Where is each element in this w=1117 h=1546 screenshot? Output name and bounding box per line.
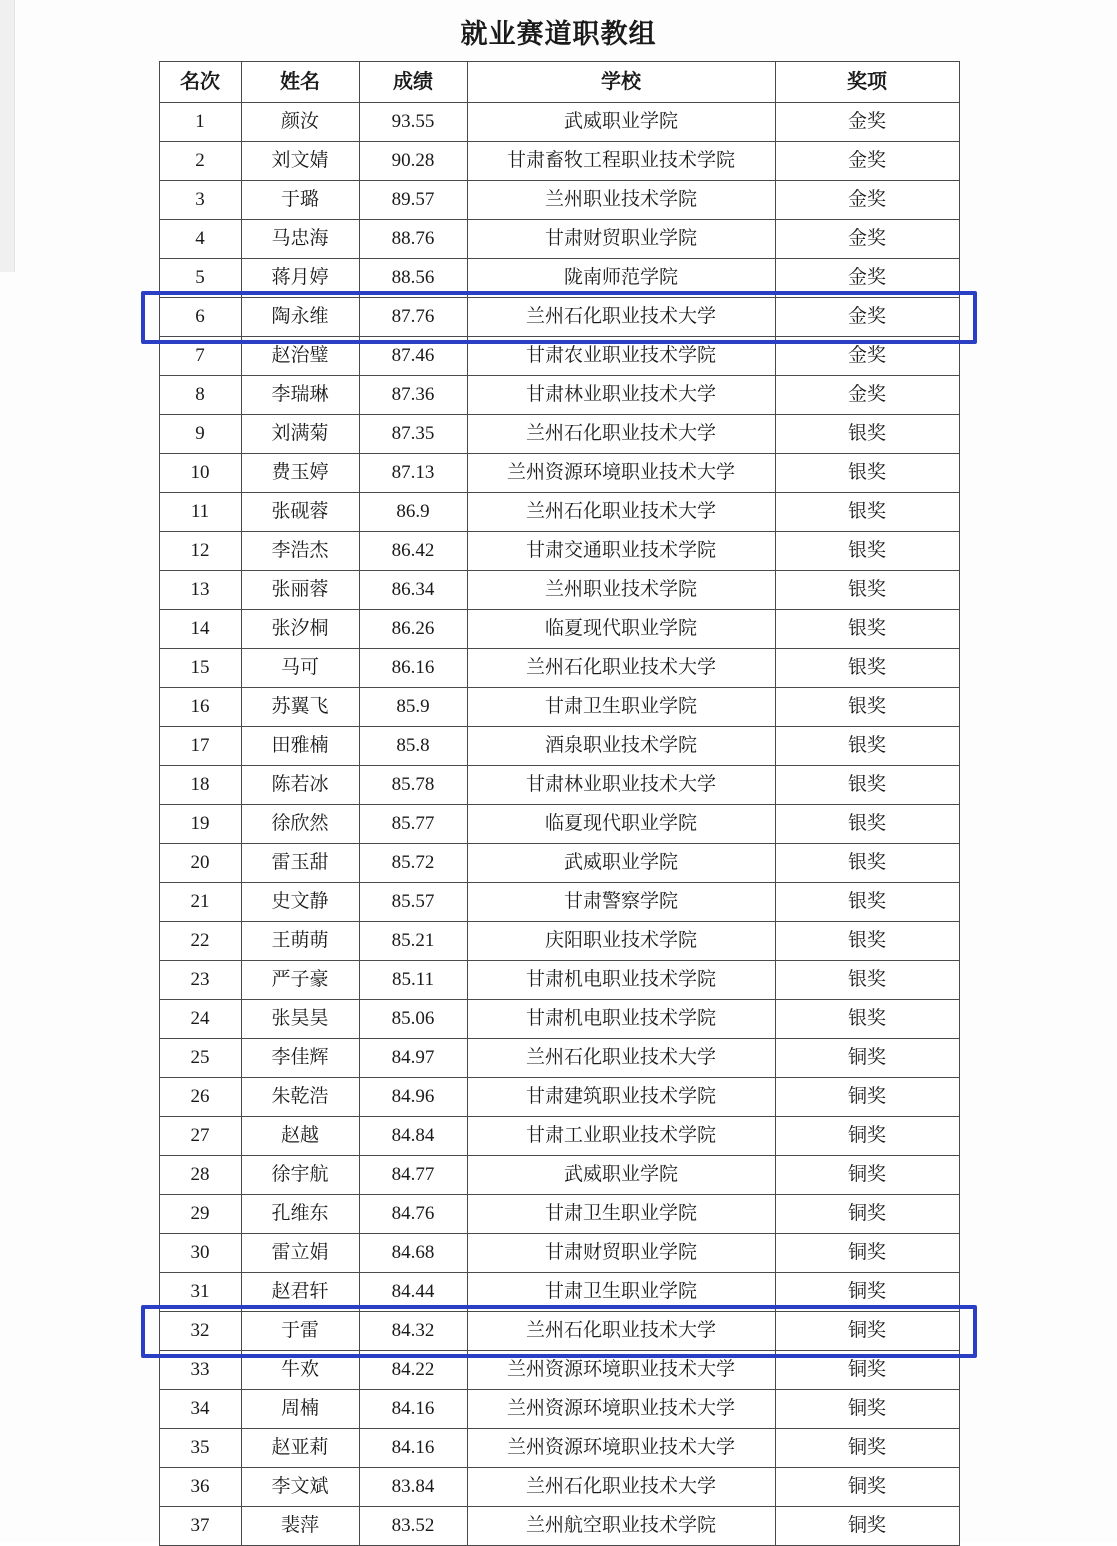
cell-award: 铜奖 — [775, 1507, 959, 1546]
cell-score: 84.76 — [359, 1195, 467, 1234]
cell-award: 金奖 — [775, 181, 959, 220]
cell-score: 84.22 — [359, 1351, 467, 1390]
cell-score: 84.97 — [359, 1039, 467, 1078]
table-row — [159, 454, 959, 493]
cell-score: 85.57 — [359, 883, 467, 922]
table-row — [159, 844, 959, 883]
cell-rank: 23 — [159, 961, 241, 1000]
table-row — [159, 571, 959, 610]
cell-rank: 5 — [159, 259, 241, 298]
cell-school: 兰州航空职业技术学院 — [467, 1507, 775, 1546]
ranking-table — [159, 61, 960, 1546]
cell-name: 刘满菊 — [241, 415, 359, 454]
cell-rank: 9 — [159, 415, 241, 454]
cell-rank: 30 — [159, 1234, 241, 1273]
cell-school: 陇南师范学院 — [467, 259, 775, 298]
cell-score: 84.44 — [359, 1273, 467, 1312]
table-row — [159, 727, 959, 766]
cell-rank: 28 — [159, 1156, 241, 1195]
cell-rank: 7 — [159, 337, 241, 376]
cell-rank: 33 — [159, 1351, 241, 1390]
cell-score: 86.9 — [359, 493, 467, 532]
cell-score: 86.26 — [359, 610, 467, 649]
table-row — [159, 259, 959, 298]
cell-school: 兰州石化职业技术大学 — [467, 1312, 775, 1351]
cell-name: 陶永维 — [241, 298, 359, 337]
cell-school: 甘肃财贸职业学院 — [467, 220, 775, 259]
table-row — [159, 181, 959, 220]
cell-name: 张汐桐 — [241, 610, 359, 649]
cell-score: 84.77 — [359, 1156, 467, 1195]
cell-rank: 21 — [159, 883, 241, 922]
cell-score: 88.76 — [359, 220, 467, 259]
cell-award: 银奖 — [775, 688, 959, 727]
cell-rank: 20 — [159, 844, 241, 883]
cell-school: 甘肃林业职业技术大学 — [467, 376, 775, 415]
cell-score: 85.11 — [359, 961, 467, 1000]
cell-school: 甘肃农业职业技术学院 — [467, 337, 775, 376]
table-row — [159, 1390, 959, 1429]
cell-rank: 12 — [159, 532, 241, 571]
cell-award: 金奖 — [775, 142, 959, 181]
cell-score: 86.42 — [359, 532, 467, 571]
cell-school: 兰州石化职业技术大学 — [467, 493, 775, 532]
cell-name: 张丽蓉 — [241, 571, 359, 610]
page-title: 就业赛道职教组 — [460, 19, 657, 49]
cell-score: 87.13 — [359, 454, 467, 493]
table-row — [159, 415, 959, 454]
table-row — [159, 1507, 959, 1546]
cell-school: 酒泉职业技术学院 — [467, 727, 775, 766]
cell-rank: 6 — [159, 298, 241, 337]
cell-name: 于雷 — [241, 1312, 359, 1351]
cell-school: 兰州石化职业技术大学 — [467, 1468, 775, 1507]
cell-award: 金奖 — [775, 337, 959, 376]
cell-rank: 27 — [159, 1117, 241, 1156]
table-row — [159, 1156, 959, 1195]
cell-award: 银奖 — [775, 844, 959, 883]
cell-rank: 15 — [159, 649, 241, 688]
cell-school: 兰州石化职业技术大学 — [467, 649, 775, 688]
cell-name: 严子豪 — [241, 961, 359, 1000]
cell-award: 银奖 — [775, 532, 959, 571]
cell-award: 金奖 — [775, 298, 959, 337]
cell-score: 93.55 — [359, 103, 467, 142]
cell-award: 金奖 — [775, 220, 959, 259]
cell-award: 铜奖 — [775, 1351, 959, 1390]
cell-name: 孔维东 — [241, 1195, 359, 1234]
cell-award: 银奖 — [775, 922, 959, 961]
cell-rank: 3 — [159, 181, 241, 220]
cell-school: 临夏现代职业学院 — [467, 805, 775, 844]
cell-rank: 14 — [159, 610, 241, 649]
cell-award: 铜奖 — [775, 1390, 959, 1429]
table-row — [159, 1000, 959, 1039]
table-row — [159, 220, 959, 259]
column-header-award: 奖项 — [775, 62, 959, 103]
cell-award: 金奖 — [775, 103, 959, 142]
cell-score: 85.21 — [359, 922, 467, 961]
cell-score: 85.8 — [359, 727, 467, 766]
cell-school: 甘肃林业职业技术大学 — [467, 766, 775, 805]
cell-name: 马可 — [241, 649, 359, 688]
cell-rank: 36 — [159, 1468, 241, 1507]
cell-score: 87.36 — [359, 376, 467, 415]
cell-name: 李佳辉 — [241, 1039, 359, 1078]
cell-score: 85.9 — [359, 688, 467, 727]
cell-rank: 35 — [159, 1429, 241, 1468]
cell-award: 铜奖 — [775, 1078, 959, 1117]
table-row — [159, 1312, 959, 1351]
cell-score: 85.77 — [359, 805, 467, 844]
cell-award: 银奖 — [775, 1000, 959, 1039]
cell-name: 雷玉甜 — [241, 844, 359, 883]
cell-name: 赵越 — [241, 1117, 359, 1156]
cell-score: 85.78 — [359, 766, 467, 805]
cell-award: 银奖 — [775, 610, 959, 649]
cell-rank: 11 — [159, 493, 241, 532]
cell-school: 武威职业学院 — [467, 1156, 775, 1195]
cell-school: 兰州资源环境职业技术大学 — [467, 1351, 775, 1390]
table-row — [159, 1195, 959, 1234]
column-header-school: 学校 — [467, 62, 775, 103]
cell-award: 金奖 — [775, 259, 959, 298]
cell-school: 甘肃卫生职业学院 — [467, 1273, 775, 1312]
cell-score: 90.28 — [359, 142, 467, 181]
cell-score: 85.72 — [359, 844, 467, 883]
cell-school: 兰州石化职业技术大学 — [467, 1039, 775, 1078]
cell-score: 89.57 — [359, 181, 467, 220]
cell-award: 铜奖 — [775, 1117, 959, 1156]
table-row — [159, 883, 959, 922]
cell-school: 庆阳职业技术学院 — [467, 922, 775, 961]
cell-award: 银奖 — [775, 493, 959, 532]
column-header-rank: 名次 — [159, 62, 241, 103]
table-row — [159, 922, 959, 961]
cell-rank: 34 — [159, 1390, 241, 1429]
cell-award: 银奖 — [775, 649, 959, 688]
cell-rank: 22 — [159, 922, 241, 961]
cell-name: 周楠 — [241, 1390, 359, 1429]
cell-name: 牛欢 — [241, 1351, 359, 1390]
ranking-table-container — [159, 61, 959, 1546]
cell-rank: 8 — [159, 376, 241, 415]
cell-award: 银奖 — [775, 415, 959, 454]
cell-score: 84.68 — [359, 1234, 467, 1273]
cell-score: 86.16 — [359, 649, 467, 688]
table-body — [159, 103, 959, 1546]
table-row — [159, 1273, 959, 1312]
cell-score: 84.32 — [359, 1312, 467, 1351]
cell-award: 铜奖 — [775, 1156, 959, 1195]
cell-score: 84.16 — [359, 1390, 467, 1429]
cell-rank: 17 — [159, 727, 241, 766]
cell-name: 于璐 — [241, 181, 359, 220]
table-row — [159, 766, 959, 805]
cell-score: 83.84 — [359, 1468, 467, 1507]
cell-school: 武威职业学院 — [467, 103, 775, 142]
cell-rank: 2 — [159, 142, 241, 181]
cell-rank: 16 — [159, 688, 241, 727]
cell-score: 86.34 — [359, 571, 467, 610]
cell-rank: 1 — [159, 103, 241, 142]
table-row — [159, 532, 959, 571]
cell-name: 刘文婧 — [241, 142, 359, 181]
cell-school: 甘肃畜牧工程职业技术学院 — [467, 142, 775, 181]
cell-school: 甘肃财贸职业学院 — [467, 1234, 775, 1273]
cell-name: 史文静 — [241, 883, 359, 922]
cell-school: 兰州石化职业技术大学 — [467, 415, 775, 454]
cell-school: 兰州资源环境职业技术大学 — [467, 1390, 775, 1429]
table-row — [159, 1117, 959, 1156]
cell-name: 马忠海 — [241, 220, 359, 259]
cell-name: 蒋月婷 — [241, 259, 359, 298]
cell-school: 兰州资源环境职业技术大学 — [467, 1429, 775, 1468]
cell-school: 兰州石化职业技术大学 — [467, 298, 775, 337]
cell-name: 张昊昊 — [241, 1000, 359, 1039]
cell-school: 甘肃机电职业技术学院 — [467, 961, 775, 1000]
cell-name: 李文斌 — [241, 1468, 359, 1507]
table-row — [159, 610, 959, 649]
cell-school: 甘肃工业职业技术学院 — [467, 1117, 775, 1156]
cell-rank: 18 — [159, 766, 241, 805]
cell-score: 84.96 — [359, 1078, 467, 1117]
cell-school: 甘肃卫生职业学院 — [467, 688, 775, 727]
table-row — [159, 649, 959, 688]
cell-award: 金奖 — [775, 376, 959, 415]
cell-rank: 24 — [159, 1000, 241, 1039]
table-row — [159, 376, 959, 415]
cell-school: 甘肃警察学院 — [467, 883, 775, 922]
cell-name: 徐宇航 — [241, 1156, 359, 1195]
column-header-name: 姓名 — [241, 62, 359, 103]
table-row — [159, 1039, 959, 1078]
table-row — [159, 298, 959, 337]
cell-award: 铜奖 — [775, 1312, 959, 1351]
cell-rank: 32 — [159, 1312, 241, 1351]
cell-score: 87.76 — [359, 298, 467, 337]
cell-award: 铜奖 — [775, 1468, 959, 1507]
cell-school: 兰州资源环境职业技术大学 — [467, 454, 775, 493]
cell-award: 银奖 — [775, 805, 959, 844]
cell-name: 田雅楠 — [241, 727, 359, 766]
cell-name: 朱乾浩 — [241, 1078, 359, 1117]
cell-award: 银奖 — [775, 727, 959, 766]
cell-name: 裴萍 — [241, 1507, 359, 1546]
cell-rank: 29 — [159, 1195, 241, 1234]
cell-rank: 37 — [159, 1507, 241, 1546]
cell-school: 甘肃卫生职业学院 — [467, 1195, 775, 1234]
cell-name: 赵治璧 — [241, 337, 359, 376]
cell-school: 甘肃机电职业技术学院 — [467, 1000, 775, 1039]
cell-score: 83.52 — [359, 1507, 467, 1546]
table-row — [159, 142, 959, 181]
cell-name: 徐欣然 — [241, 805, 359, 844]
table-row — [159, 103, 959, 142]
cell-name: 李浩杰 — [241, 532, 359, 571]
cell-rank: 19 — [159, 805, 241, 844]
table-row — [159, 1351, 959, 1390]
cell-school: 兰州职业技术学院 — [467, 571, 775, 610]
cell-school: 甘肃交通职业技术学院 — [467, 532, 775, 571]
cell-name: 李瑞琳 — [241, 376, 359, 415]
table-row — [159, 337, 959, 376]
page-edge-shadow — [0, 0, 15, 272]
cell-score: 88.56 — [359, 259, 467, 298]
cell-award: 银奖 — [775, 766, 959, 805]
cell-name: 陈若冰 — [241, 766, 359, 805]
cell-name: 张砚蓉 — [241, 493, 359, 532]
table-row — [159, 961, 959, 1000]
cell-score: 87.35 — [359, 415, 467, 454]
table-row — [159, 1234, 959, 1273]
cell-award: 银奖 — [775, 454, 959, 493]
cell-award: 铜奖 — [775, 1039, 959, 1078]
cell-rank: 4 — [159, 220, 241, 259]
cell-award: 铜奖 — [775, 1273, 959, 1312]
cell-name: 赵君轩 — [241, 1273, 359, 1312]
cell-school: 临夏现代职业学院 — [467, 610, 775, 649]
cell-award: 铜奖 — [775, 1195, 959, 1234]
table-row — [159, 1468, 959, 1507]
cell-name: 雷立娟 — [241, 1234, 359, 1273]
table-row — [159, 805, 959, 844]
cell-award: 铜奖 — [775, 1429, 959, 1468]
cell-name: 赵亚莉 — [241, 1429, 359, 1468]
cell-rank: 10 — [159, 454, 241, 493]
cell-name: 苏翼飞 — [241, 688, 359, 727]
cell-award: 银奖 — [775, 961, 959, 1000]
cell-name: 费玉婷 — [241, 454, 359, 493]
cell-name: 颜汝 — [241, 103, 359, 142]
cell-rank: 25 — [159, 1039, 241, 1078]
cell-award: 银奖 — [775, 571, 959, 610]
cell-award: 银奖 — [775, 883, 959, 922]
cell-score: 85.06 — [359, 1000, 467, 1039]
cell-score: 84.84 — [359, 1117, 467, 1156]
cell-rank: 31 — [159, 1273, 241, 1312]
cell-school: 甘肃建筑职业技术学院 — [467, 1078, 775, 1117]
cell-rank: 26 — [159, 1078, 241, 1117]
cell-school: 兰州职业技术学院 — [467, 181, 775, 220]
table-row — [159, 493, 959, 532]
cell-school: 武威职业学院 — [467, 844, 775, 883]
table-header-row — [159, 62, 959, 103]
cell-name: 王萌萌 — [241, 922, 359, 961]
table-row — [159, 1078, 959, 1117]
cell-award: 铜奖 — [775, 1234, 959, 1273]
cell-score: 84.16 — [359, 1429, 467, 1468]
column-header-score: 成绩 — [359, 62, 467, 103]
cell-rank: 13 — [159, 571, 241, 610]
table-row — [159, 1429, 959, 1468]
table-row — [159, 688, 959, 727]
cell-score: 87.46 — [359, 337, 467, 376]
